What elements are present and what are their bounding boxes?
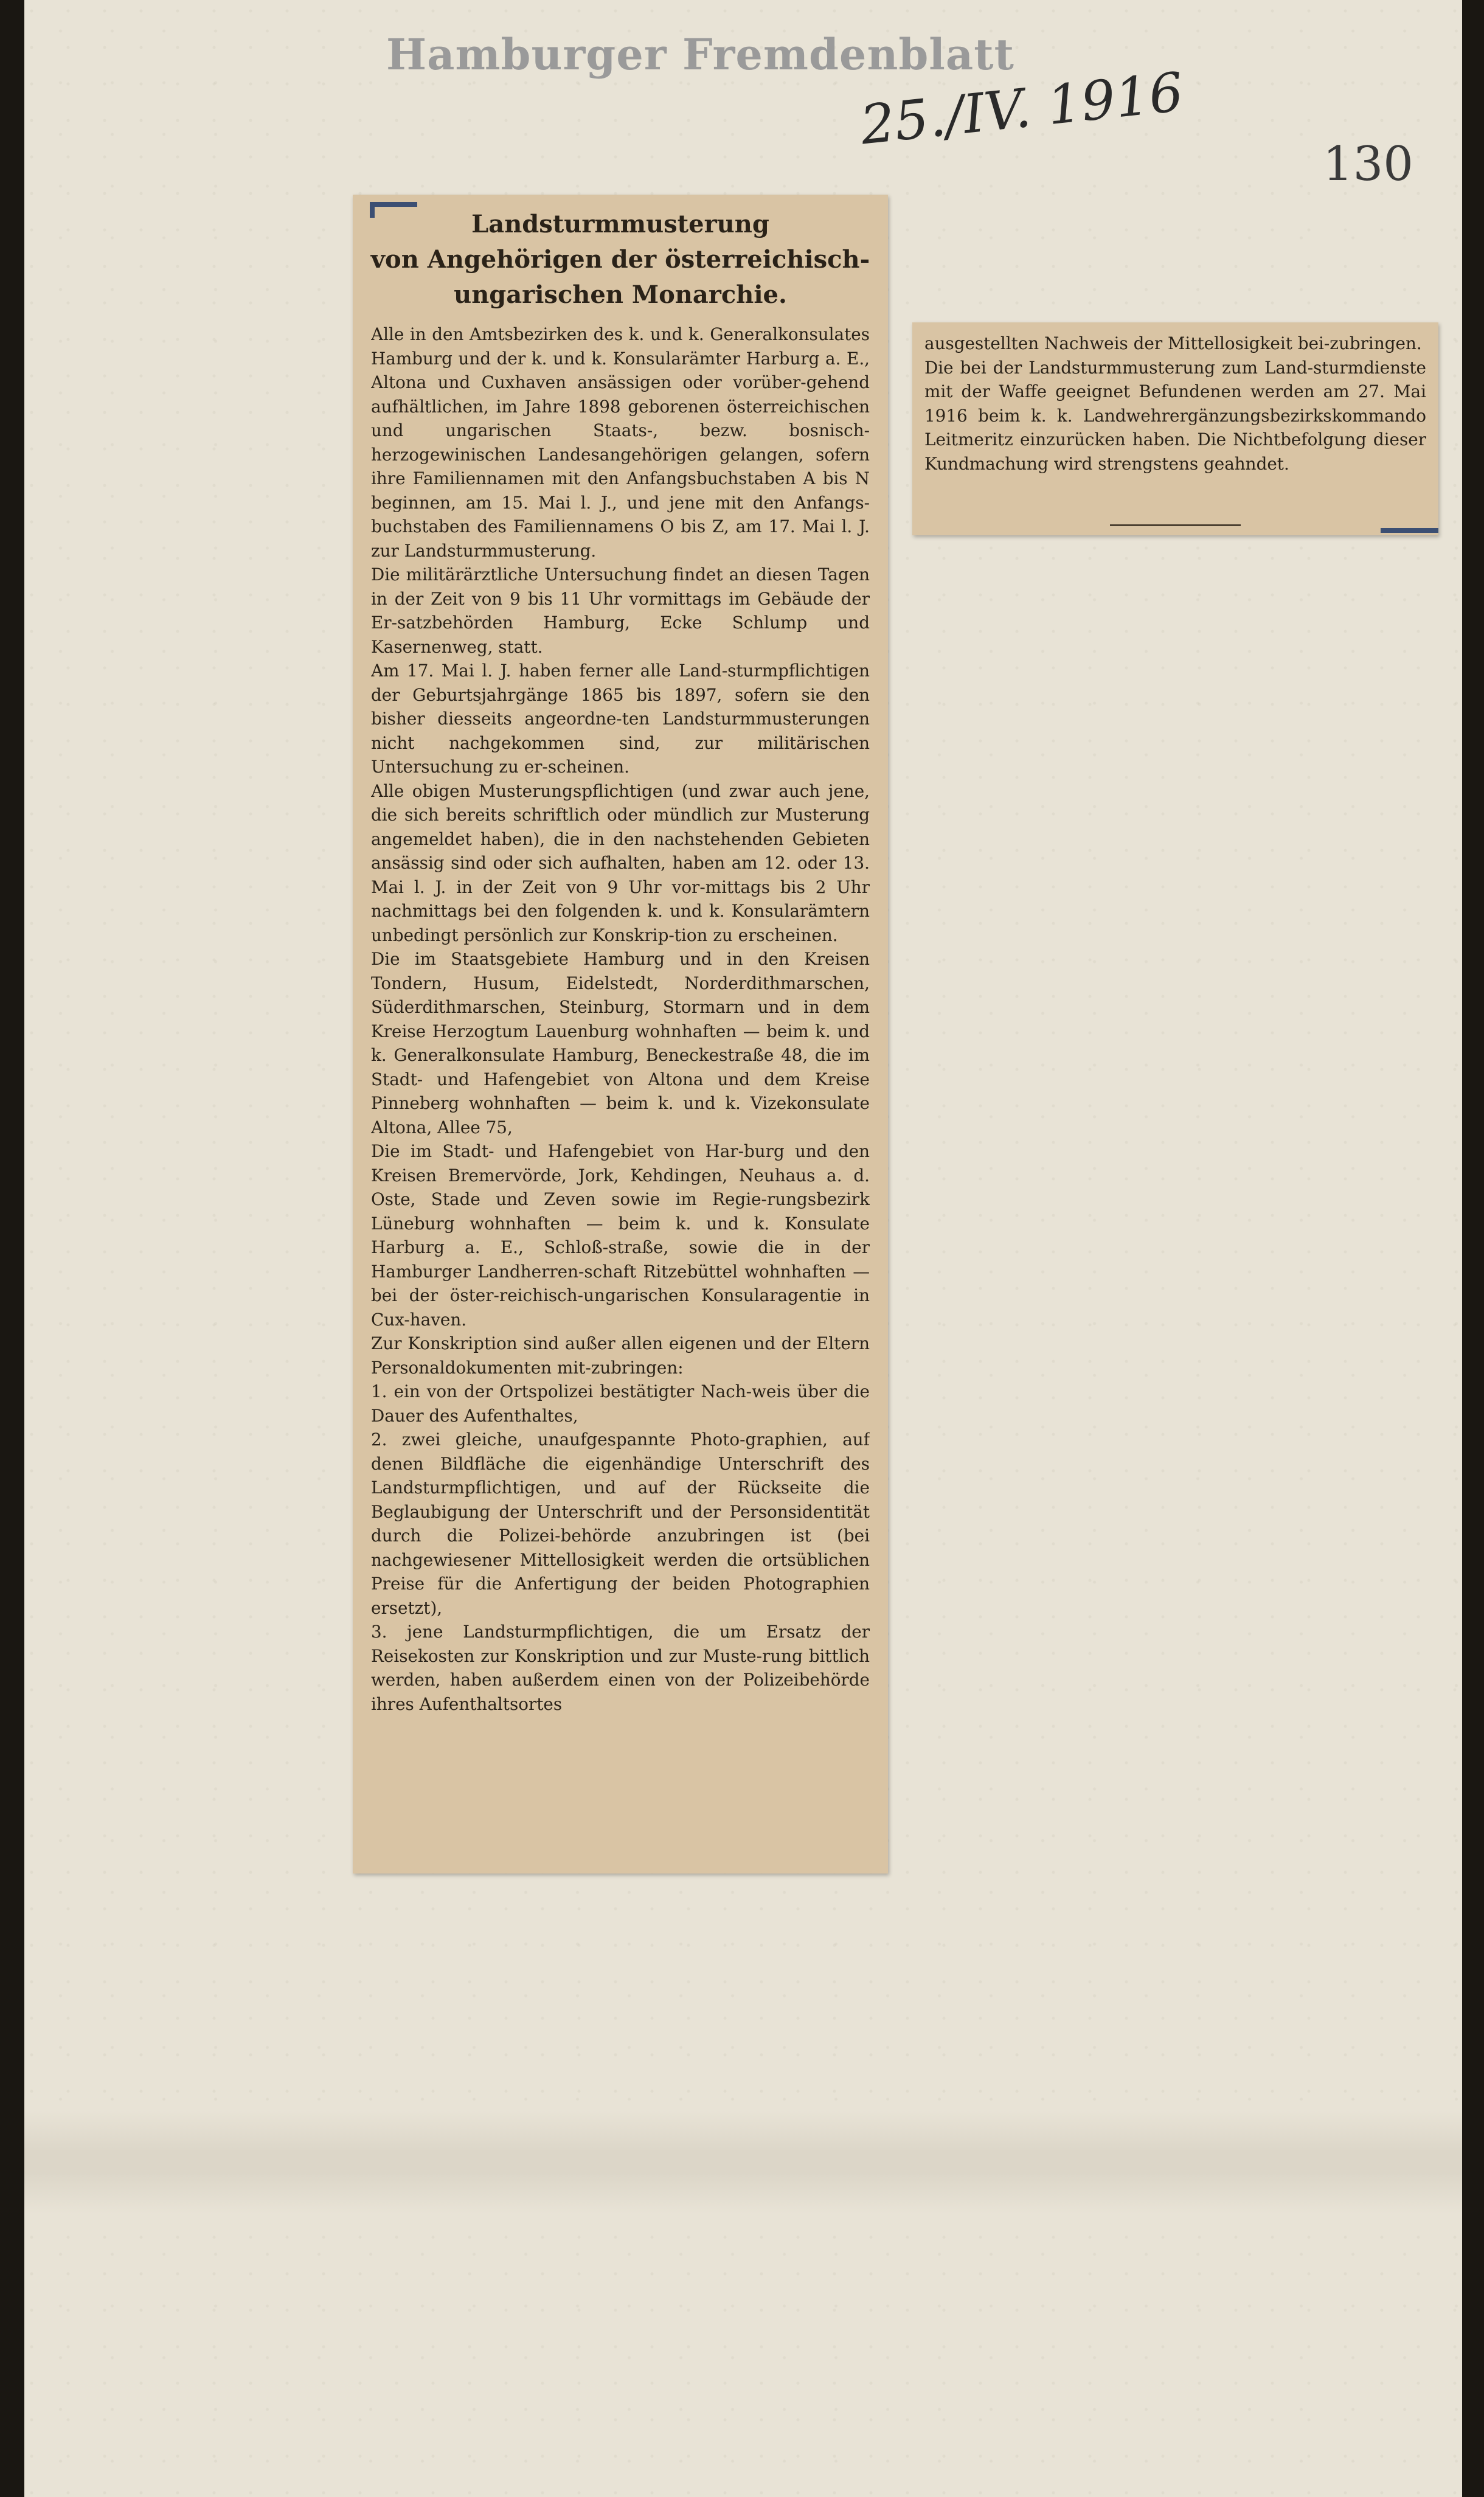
article-title: Landsturmmusterung von Angehörigen der österreichisch- ungarischen Monarchie. [370,210,870,309]
sheet-fold-band [24,2111,1462,2214]
article-column-2: ausgestellten Nachweis der Mittellosigkeit bei-zubringen. Die bei der Landsturmmusterung zum Land-sturmdienste mit der Waffe geeignet Befundenen werden am 27. Mai 1916 beim k. k. Landwehrergänzungsbezirkskommando Leitmeritz einzurücken haben. Die Nichtbefolgung dieser Kundmachung wird strengstens geahndet. [924,333,1426,474]
clipping-continuation [912,322,1438,535]
newspaper-stamp: Hamburger Fremdenblatt [386,29,1014,80]
page-number: 130 [1323,137,1413,192]
end-rule [1110,524,1241,526]
handwritten-date: 25./IV. 1916 [858,60,1187,157]
blue-pencil-mark [1381,528,1438,533]
article-column-1: Alle in den Amtsbezirken des k. und k. Generalkonsulates Hamburg und der k. und k. Konsularämter Harburg a. E., Altona und Cuxhaven ansässigen oder vorüber-gehend aufhältlichen, im Jahre 1898 geborenen österreichischen und ungarischen Staats-, bezw. bosnisch-herzogewinischen Landesangehörigen gelangen, sofern ihre Familiennamen mit den Anfangsbuchstaben A bis N beginnen, am 15. Mai l. J., und jene mit den Anfangs-buchstaben des Familiennamens O bis Z, am 17. Mai l. J. zur Landsturmmusterung. Die militärärztliche Untersuchung findet an diesen Tagen in der Zeit von 9 bis 11 Uhr vormittags im Gebäude der Er-satzbehörden Hamburg, Ecke Schlump und Kasernenweg, statt. Am 17. Mai l. J. haben ferner alle Land-sturmpflichtigen der Geburtsjahrgänge 1865 bis 1897, sofern sie den bisher diesseits angeordne-ten Landsturmmusterungen nicht nachgekommen sind, zur militärischen Untersuchung zu er-scheinen. Alle obigen Musterungspflichtigen (und zwar auch jene, die sich bereits schriftlich oder mündlich zur Musterung angemeldet haben), die in den nachstehenden Gebieten ansässig sind oder sich aufhalten, haben am 12. oder 13. Mai l. J. in der Zeit von 9 Uhr vor-mittags bis 2 Uhr nachmittags bei den folgenden k. und k. Konsularämtern unbedingt persönlich zur Konskrip-tion zu erscheinen. Die im Staatsgebiete Hamburg und in den Kreisen Tondern, Husum, Eidelstedt, Norderdithmarschen, Süderdithmarschen, Steinburg, Stormarn und in dem Kreise Herzogtum Lauenburg wohnhaften — beim k. und k. Generalkonsulate Hamburg, Beneckestraße 48, die im Stadt- und Hafengebiet von Altona und dem Kreise Pinneberg wohnhaften — beim k. und k. Vizekonsulate Altona, Allee 75, Die im Stadt- und Hafengebiet von Har-burg und den Kreisen Bremervörde, Jork, Kehdingen, Neuhaus a. d. Oste, Stade und Zeven sowie im Regie-rungsbezirk Lüneburg wohnhaften — beim k. und k. Konsulate Harburg a. E., Schloß-straße, sowie die in der Hamburger Landherren-schaft Ritzebüttel wohnhaften — bei der öster-reichisch-ungarischen Konsularagentie in Cux-haven. Zur Konskription sind außer allen eigenen und der Eltern Personaldokumenten mit-zubringen: 1. ein von der Ortspolizei bestätigter Nach-weis über die Dauer des Aufenthaltes, 2. zwei gleiche, unaufgespannte Photo-graphien, auf denen Bildfläche die eigenhändige Unterschrift des Landsturmpflichtigen, und auf der Rückseite die Beglaubigung der Unterschrift und der Personsidentität durch die Polizei-behörde anzubringen ist (bei nachgewiesener Mittellosigkeit werden die ortsüblichen Preise für die Anfertigung der beiden Photographien ersetzt), 3. jene Landsturmpflichtigen, die um Ersatz der Reisekosten zur Konskription und zur Muste-rung bittlich werden, haben außerdem einen von der Polizeibehörde ihres Aufenthaltsortes [371,324,870,1714]
clipping-main [353,195,888,1874]
